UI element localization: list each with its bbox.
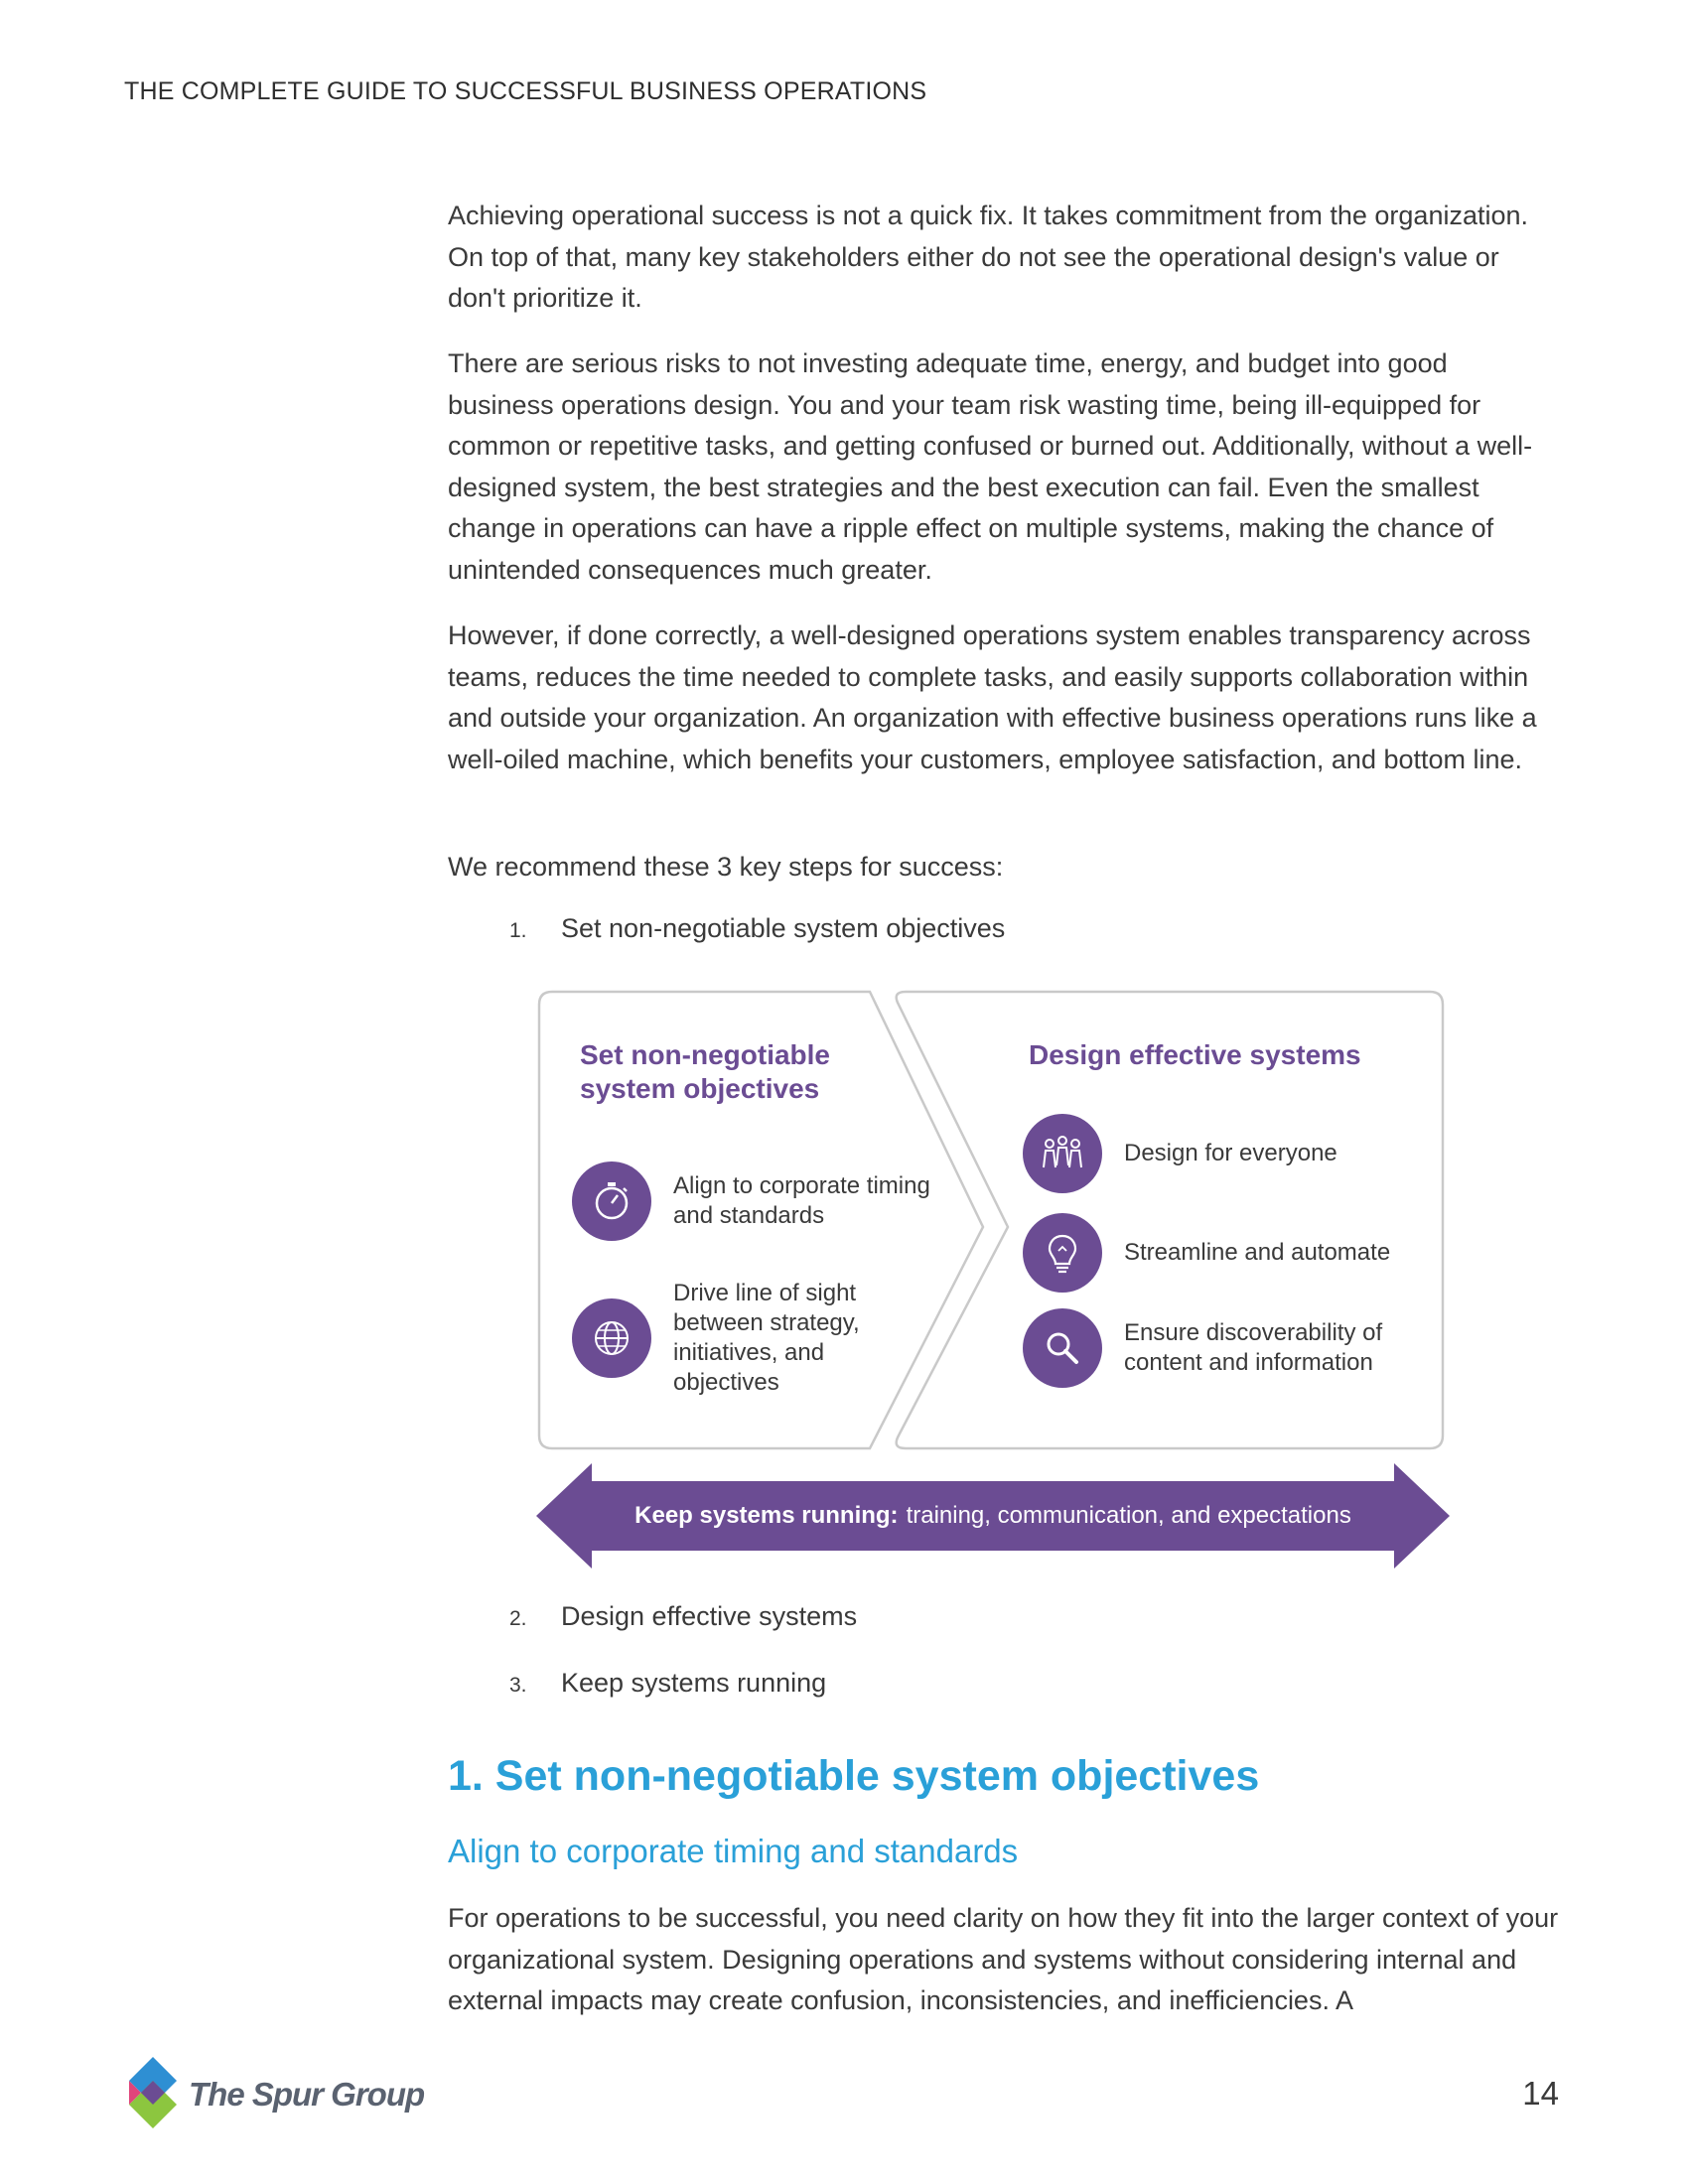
list-number: 3. bbox=[509, 1674, 527, 1697]
paragraph-intro: Achieving operational success is not a quick fix. It takes commitment from the organization. On top of that, many key stakeholders either do not see the operational design's value or don't prioritize it. bbox=[448, 201, 1529, 313]
list-item bbox=[509, 1601, 858, 1632]
magnifier-icon bbox=[1023, 1308, 1102, 1388]
list-text: Design effective systems bbox=[561, 1601, 858, 1631]
lightbulb-icon bbox=[1023, 1213, 1102, 1293]
paragraph-risks: There are serious risks to not investing adequate time, energy, and budget into good business operations design. You and your team risk wasting time, being ill-equipped for common or repetitive tasks, and getting confused or burned out. Additionally, without a well-designed system, the best strategies and the best execution can fail. Even the smallest change in operations can have a ripple effect on multiple systems, making the chance of unintended consequences much greater. bbox=[448, 348, 1533, 585]
diagram-right-title: Design effective systems bbox=[1029, 1039, 1361, 1070]
page-number: 14 bbox=[1522, 2075, 1559, 2112]
arrow-rest-text: training, communication, and expectations bbox=[906, 1502, 1351, 1529]
list-number: 1. bbox=[509, 919, 527, 942]
diagram-item-discover bbox=[1023, 1308, 1442, 1388]
steps-diagram bbox=[536, 989, 1450, 1604]
paragraph-benefits: However, if done correctly, a well-designed operations system enables transparency across teams, reduces the time needed to complete tasks, and easily supports collaboration within and outside your organization. An organization with effective business operations runs like a well-oiled machine, which benefits your customers, employee satisfaction, and bottom line. bbox=[448, 620, 1537, 774]
list-item bbox=[509, 913, 1006, 944]
people-icon bbox=[1023, 1114, 1102, 1193]
diagram-item-label: Design for everyone bbox=[1124, 1140, 1337, 1166]
arrow-bold-text: Keep systems running: bbox=[634, 1502, 899, 1529]
paragraph-section-body: For operations to be successful, you need clarity on how they fit into the larger context of your organizational system. Designing operations and systems without considering internal and external impacts may create confusion, inconsistencies, and inefficiencies. A bbox=[448, 1903, 1559, 2015]
diagram-item-label: Align to corporate timing and standards bbox=[673, 1172, 930, 1229]
list-item bbox=[509, 1668, 827, 1699]
diagram-item-align bbox=[572, 1161, 931, 1241]
list-number: 2. bbox=[509, 1607, 527, 1630]
diagram-item-label: Ensure discoverability of content and information bbox=[1124, 1319, 1383, 1376]
stopwatch-icon bbox=[572, 1161, 651, 1241]
company-logo bbox=[123, 2055, 424, 2134]
logo-text: The Spur Group bbox=[189, 2076, 425, 2113]
list-text: Set non-negotiable system objectives bbox=[561, 913, 1006, 943]
paragraph-recommend: We recommend these 3 key steps for success: bbox=[448, 852, 1004, 882]
logo-mark-icon bbox=[123, 2055, 183, 2134]
diagram-item-label: Drive line of sight between strategy, initiatives, and objectives bbox=[673, 1280, 860, 1396]
diagram-item-everyone bbox=[1023, 1114, 1337, 1193]
section-heading: 1. Set non-negotiable system objectives bbox=[448, 1752, 1260, 1800]
running-header: THE COMPLETE GUIDE TO SUCCESSFUL BUSINESS OPERATIONS bbox=[124, 77, 927, 105]
diagram-item-streamline bbox=[1023, 1213, 1390, 1293]
list-text: Keep systems running bbox=[561, 1668, 827, 1698]
section-subheading: Align to corporate timing and standards bbox=[448, 1833, 1019, 1869]
keep-running-caption bbox=[536, 1463, 1450, 1569]
diagram-left-title: Set non-negotiable system objectives bbox=[580, 1039, 830, 1104]
diagram-item-label: Streamline and automate bbox=[1124, 1239, 1391, 1266]
globe-icon bbox=[572, 1298, 651, 1378]
diagram-item-drive bbox=[572, 1279, 912, 1398]
